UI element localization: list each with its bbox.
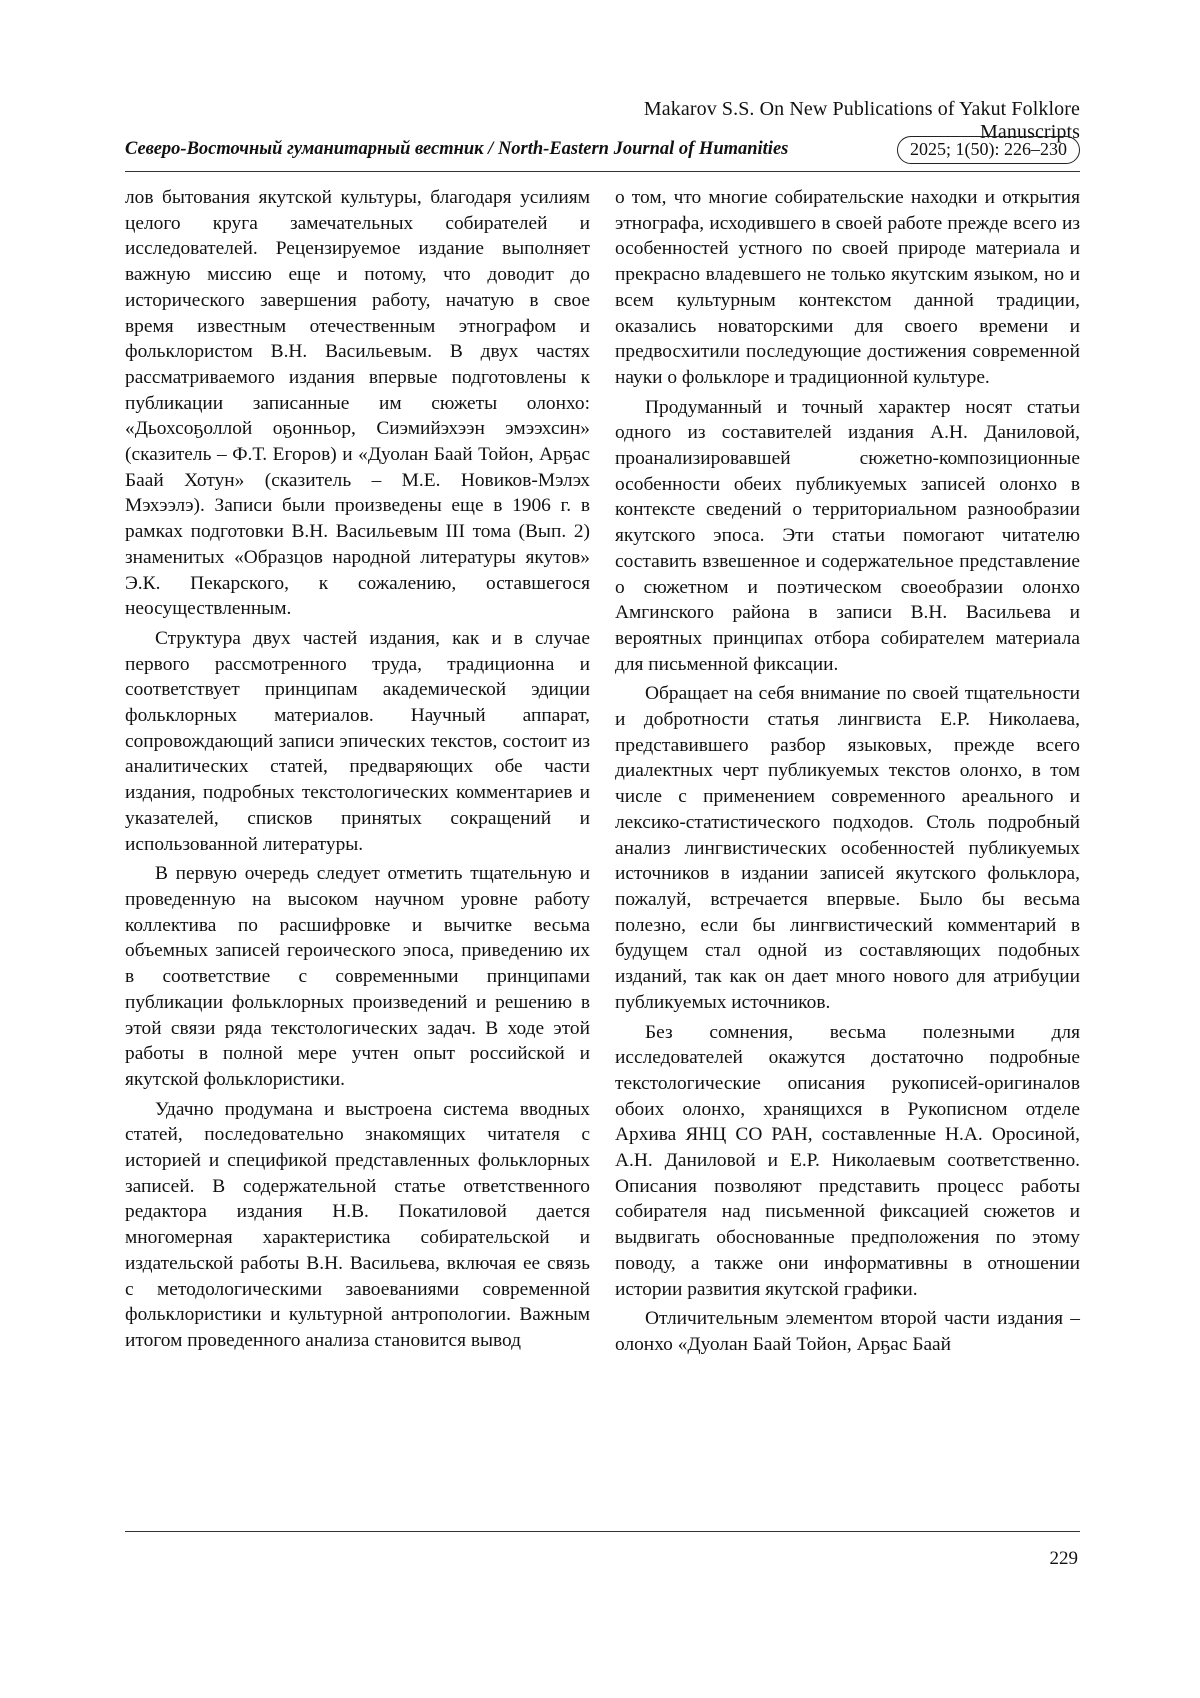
journal-header bbox=[125, 136, 1080, 170]
right-column bbox=[615, 185, 1080, 1362]
paragraph: Обращает на себя внимание по своей тщательности и добротности статья лингвиста Е.Р. Николаева, представившего разбор языковых, прежде всего диалектных черт публикуемых текстов олонхо, в том числе с применением современного ареального и лексико-статистического подходов. Столь подробный анализ лингвистических особенностей публикуемых источников в издании записей якутского фольклора, пожалуй, встречается впервые. Было бы весьма полезно, если бы лингвистический комментарий в будущем стал одной из составляющих подобных изданий, так как он дает много нового для атрибуции публикуемых источников. bbox=[615, 683, 1080, 1013]
footer-rule bbox=[125, 1531, 1080, 1532]
paragraph: Удачно продумана и выстроена система вводных статей, последовательно знакомящих читателя с историей и спецификой представленных фольклорных записей. В содержательной статье ответственного редактора издания Н.В. Покатиловой дается многомерная характеристика собирательской и издательской работы В.Н. Васильева, включая ее связь с методологическими завоеваниями современной фольклористики и культурной антропологии. Важным итогом проведенного анализа становится вывод bbox=[125, 1098, 590, 1351]
issue-badge: 2025; 1(50): 226–230 bbox=[897, 136, 1080, 164]
page-number: 229 bbox=[1049, 1548, 1078, 1569]
paragraph: о том, что многие собирательские находки и открытия этнографа, исходившего в своей работе прежде всего из особенностей устного по своей природе материала и прекрасно владевшего не только якутским языком, но и всем культурным контекстом данной традиции, оказались новаторскими для своего времени и предвосхитили последующие достижения современной науки о фольклоре и традиционной культуре. bbox=[615, 187, 1080, 388]
paragraph: В первую очередь следует отметить тщательную и проведенную на высоком научном уровне работу коллектива по расшифровке и вычитке весьма объемных записей героического эпоса, приведению их в соответствие с современными принципами публикации фольклорных произведений и решению в этой связи ряда текстологических задач. В ходе этой работы в полной мере учтен опыт российской и якутской фольклористики. bbox=[125, 863, 590, 1090]
paragraph: Продуманный и точный характер носят статьи одного из составителей издания А.Н. Даниловой, проанализировавшей сюжетно-композиционные особенности обеих публикуемых записей олонхо в контексте сведений о территориальном разнообразии якутского эпоса. Эти статьи помогают читателю составить взвешенное и содержательное представление о сюжетном и поэтическом своеобразии олонхо Амгинского района в записи В.Н. Васильева и вероятных принципах отбора собирателем материала для письменной фиксации. bbox=[615, 396, 1080, 675]
left-column bbox=[125, 185, 590, 1358]
paragraph: Отличительным элементом второй части издания – олонхо «Дуолан Баай Тойон, Арҕас Баай bbox=[615, 1308, 1080, 1355]
journal-title: Северо-Восточный гуманитарный вестник / North-Eastern Journal of Humanities bbox=[125, 139, 789, 159]
running-title: Makarov S.S. On New Publications of Yakut Folklore Manuscripts bbox=[643, 98, 1080, 143]
header-rule bbox=[125, 171, 1080, 172]
paragraph: лов бытования якутской культуры, благодаря усилиям целого круга замечательных собирателей и исследователей. Рецензируемое издание выполняет важную миссию еще и потому, что доводит до исторического завершения работу, начатую в свое время известным отечественным этнографом и фольклористом В.Н. Васильевым. В двух частях рассматриваемого издания впервые подготовлены к публикации записанные им сюжеты олонхо: «Дьохсоҕоллой оҕонньор, Сиэмийэхээн эмээхсин» (сказитель – Ф.Т. Егоров) и «Дуолан Баай Тойон, Арҕас Баай Хотун» (сказитель – М.Е. Новиков-Мэлэх Мэхээлэ). Записи были произведены еще в 1906 г. в рамках подготовки В.Н. Васильевым III тома (Вып. 2) знаменитых «Образцов народной литературы якутов» Э.К. Пекарского, к сожалению, оставшегося неосуществленным. bbox=[125, 187, 590, 620]
paragraph: Без сомнения, весьма полезными для исследователей окажутся достаточно подробные текстологические описания рукописей-оригиналов обоих олонхо, хранящихся в Рукописном отделе Архива ЯНЦ СО РАН, составленные Н.А. Оросиной, А.Н. Даниловой и Е.Р. Николаевым соответственно. Описания позволяют представить процесс работы собирателя над письменной фиксацией сюжетов и выдвигать обоснованные предположения по этому поводу, а также они информативны в отношении истории развития якутской графики. bbox=[615, 1021, 1080, 1300]
paragraph: Структура двух частей издания, как и в случае первого рассмотренного труда, традиционна и соответствует принципам академической эдиции фольклорных материалов. Научный аппарат, сопровождающий записи эпических текстов, состоит из аналитических статей, предваряющих обе части издания, подробных текстологических комментариев и указателей, списков принятых сокращений и использованной литературы. bbox=[125, 627, 590, 855]
